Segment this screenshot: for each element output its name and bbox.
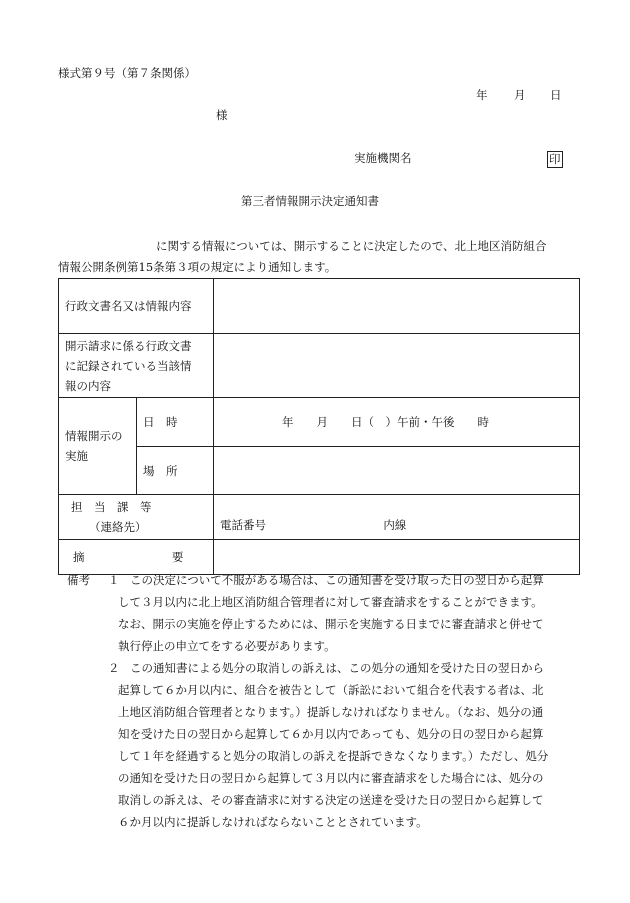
intro-line-1: に関する情報については、開示することに決定したので、北上地区消防組合 — [156, 239, 547, 253]
agency-label: 実施機関名 — [354, 151, 412, 165]
remark-2-line: して１年を経過すると処分の取消しの訴えを提訴できなくなります。）ただし、処分 — [118, 749, 549, 763]
record-content-cell — [214, 334, 580, 398]
table-row — [59, 334, 580, 398]
document-name-cell — [214, 279, 580, 334]
addressee-suffix: 様 — [216, 108, 228, 122]
seal-text: 印 — [549, 152, 561, 166]
table-row — [59, 495, 580, 540]
date-time-value: 年 月 日（ ）午前・午後 時 — [214, 398, 580, 447]
remark-2-line: ６か月以内に提訴しなければならないこととされています。 — [118, 815, 428, 829]
remark-1-line: 執行停止の申立てをする必要があります。 — [118, 639, 336, 653]
date-year-label: 年 — [476, 88, 488, 102]
contact-label-line: 担 当 課 等 — [71, 500, 152, 514]
table-row — [59, 540, 580, 575]
document-title: 第三者情報開示決定通知書 — [241, 194, 379, 208]
table-row — [59, 279, 580, 334]
summary-label-a: 摘 — [73, 550, 85, 564]
record-content-label — [59, 334, 214, 398]
seal-mark — [547, 151, 563, 168]
disclosure-label-line: 実施 — [65, 449, 88, 463]
remark-1-line: なお、開示の実施を停止するためには、開示を実施する日までに審査請求と併せて — [118, 617, 544, 631]
record-content-label-line: に記録されている当該情 — [65, 358, 192, 373]
disclosure-label-line: 情報開示の — [65, 429, 123, 443]
summary-cell — [214, 540, 580, 575]
date-month-label: 月 — [514, 88, 526, 102]
contact-cell — [214, 495, 580, 540]
place-cell — [214, 447, 580, 495]
table-row — [59, 398, 580, 447]
phone-label: 電話番号 — [220, 518, 266, 532]
remark-2-line: 起算して６か月以内に、組合を被告として（訴訟において組合を代表する者は、北 — [118, 683, 544, 697]
disclosure-implementation-label — [59, 398, 137, 495]
intro-line-2: 情報公開条例第15条第３項の規定により通知します。 — [58, 260, 337, 274]
summary-label-b: 要 — [171, 550, 184, 564]
notice-form-table — [58, 278, 580, 575]
remark-2-line: この通知書による処分の取消しの訴えは、この処分の通知を受けた日の翌日から — [130, 661, 544, 675]
place-label: 場 所 — [137, 447, 214, 495]
date-day-label: 日 — [550, 88, 562, 102]
remark-1-number: １ — [108, 573, 120, 587]
contact-label — [59, 495, 214, 540]
remark-2-line: 知を受けた日の翌日から起算して６か月以内であっても、処分の日の翌日から起算 — [118, 727, 544, 741]
date-time-label: 日 時 — [137, 398, 214, 447]
remark-2-number: ２ — [108, 661, 120, 675]
remarks-heading: 備考 — [67, 573, 90, 587]
form-number: 様式第９号（第７条関係） — [58, 66, 196, 80]
remark-2-line: の通知を受けた日の翌日から起算して３月以内に審査請求をした場合には、処分の — [118, 771, 544, 785]
record-content-label-line: 報の内容 — [65, 378, 111, 393]
record-content-label-line: 開示請求に係る行政文書 — [65, 338, 192, 353]
contact-label-line: （連絡先） — [89, 520, 147, 534]
table-row — [59, 447, 580, 495]
summary-label — [59, 540, 214, 575]
extension-label: 内線 — [383, 518, 407, 532]
remark-1-line: この決定について不服がある場合は、この通知書を受け取った日の翌日から起算 — [130, 573, 544, 587]
remark-2-line: 取消しの訴えは、その審査請求に対する決定の送達を受けた日の翌日から起算して — [118, 793, 544, 807]
remark-2-line: 上地区消防組合管理者となります。）提訴しなければなりません。（なお、処分の通 — [118, 705, 544, 719]
remark-1-line: して３月以内に北上地区消防組合管理者に対して審査請求をすることができます。 — [118, 595, 543, 609]
document-name-label: 行政文書名又は情報内容 — [59, 279, 214, 334]
